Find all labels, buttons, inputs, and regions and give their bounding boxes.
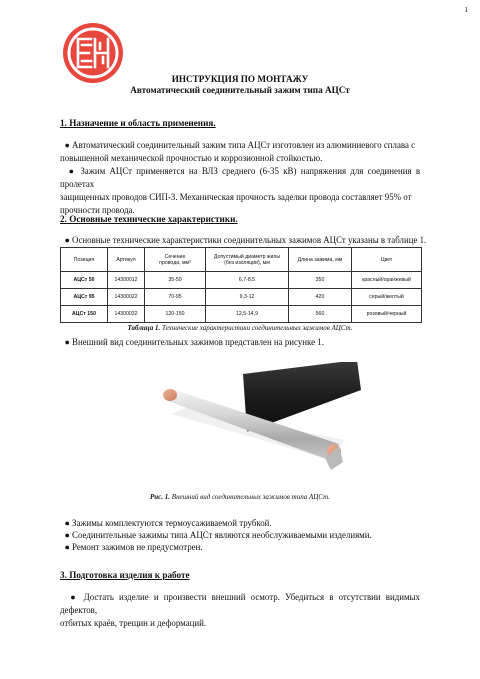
table-intro — [60, 235, 426, 245]
cell-color: красный/оранжевый — [352, 272, 422, 289]
connector-clamp-photo — [125, 362, 365, 482]
text-line — [60, 591, 420, 617]
header-position: Позиция — [61, 248, 108, 272]
note-2 — [60, 530, 372, 540]
header-section — [145, 248, 206, 272]
note-1 — [60, 518, 272, 528]
table-caption-text: Технические характеристики соединительных зажимов АЦСт. — [160, 324, 353, 332]
text-span: Зажим АЦСт применяется на ВЛЗ среднего (6-35 кВ) напряжения для соединения в пролетах — [60, 166, 421, 189]
header-length: Длина зажима, мм — [289, 248, 352, 272]
figure-caption — [0, 493, 480, 501]
cell-position: АЦСт 50 — [61, 272, 108, 289]
text-span: Ремонт зажимов не предусмотрен. — [72, 542, 203, 552]
note-3 — [60, 542, 203, 552]
bullet-icon: ● — [64, 337, 70, 347]
cell-diameter: 9,3-12 — [206, 289, 289, 306]
section-1-paragraph-2 — [60, 165, 420, 217]
figure-intro — [60, 337, 324, 347]
bullet-icon: ● — [64, 140, 70, 150]
bullet-icon: ● — [64, 530, 70, 540]
bullet-icon: ● — [64, 518, 70, 528]
bullet-icon: ● — [64, 542, 70, 552]
text-line: защищенных проводов СИП-3. Механическая прочность заделки провода составляет 95% от — [60, 192, 412, 202]
table-caption — [0, 324, 480, 332]
header-diameter-line2: (без изоляции), мм — [224, 259, 270, 266]
table-row — [61, 272, 422, 289]
text-span: Достать изделие и произвести внешний осмотр. Убедиться в отсутствии видимых дефектов, — [60, 592, 420, 615]
cell-position: АЦСт 95 — [61, 289, 108, 306]
text-line: отбитых краёв, трещин и деформаций. — [60, 618, 207, 628]
header-section-line2: провода, мм² — [159, 259, 191, 266]
cell-section: 70-95 — [145, 289, 206, 306]
table-caption-label: Таблица 1. — [127, 324, 161, 332]
section-3-paragraph-1 — [60, 591, 420, 630]
section-2-heading: 2. Основные технические характеристики. — [60, 214, 238, 224]
page-number: 1 — [464, 6, 468, 14]
table-header-row — [61, 248, 422, 272]
cell-section: 120-150 — [145, 306, 206, 323]
header-diameter — [206, 248, 289, 272]
cell-article: 14300022 — [108, 289, 145, 306]
figure-caption-label: Рис. 1. — [150, 493, 171, 501]
text-span: Зажимы комплектуются термоусаживаемой трубкой. — [72, 518, 272, 528]
cell-position: АЦСт 150 — [61, 306, 108, 323]
document-subtitle: Автоматический соединительный зажим типа АЦСт — [130, 85, 350, 95]
text-span: Основные технические характеристики соединительных зажимов АЦСт указаны в таблице 1. — [72, 235, 427, 245]
bullet-icon: ● — [70, 592, 79, 602]
cell-color: серый/желтый — [352, 289, 422, 306]
text-span: Внешний вид соединительных зажимов представлен на рисунке 1. — [72, 337, 324, 347]
section-3-heading: 3. Подготовка изделия к работе — [60, 570, 190, 580]
text-span: Автоматический соединительный зажим типа АЦСт изготовлен из алюминиевого сплава с — [72, 140, 416, 150]
cell-diameter: 12,5-14,9 — [206, 306, 289, 323]
header-article: Артикул — [108, 248, 145, 272]
text-line — [60, 165, 420, 191]
header-diameter-line1: Допустимый диаметр жилы — [213, 253, 281, 260]
text-span: Соединительные зажимы типа АЦСт являются необслуживаемыми изделиями. — [72, 530, 372, 540]
bullet-icon: ● — [68, 166, 77, 176]
section-1-heading: 1. Назначение и область применения. — [60, 118, 216, 128]
figure-caption-text: Внешний вид соединительных зажимов типа АЦСт. — [170, 493, 330, 501]
table-row — [61, 289, 422, 306]
cell-diameter: 6,7-8,5 — [206, 272, 289, 289]
text-line: прочности провода. — [60, 205, 135, 215]
table-row — [61, 306, 422, 323]
text-line: повышенной механической прочностью и коррозионной стойкостью. — [60, 153, 323, 163]
section-1-paragraph-1 — [60, 139, 420, 165]
cell-article: 14300032 — [108, 306, 145, 323]
cell-color: розовый/черный — [352, 306, 422, 323]
cell-length: 560 — [289, 306, 352, 323]
cell-length: 420 — [289, 289, 352, 306]
bullet-icon: ● — [64, 235, 70, 245]
cell-section: 35-50 — [145, 272, 206, 289]
document-title: ИНСТРУКЦИЯ ПО МОНТАЖУ — [171, 74, 309, 84]
cell-length: 350 — [289, 272, 352, 289]
cell-article: 14300012 — [108, 272, 145, 289]
header-color: Цвет — [352, 248, 422, 272]
specifications-table — [60, 247, 422, 323]
header-section-line1: Сечение — [164, 253, 186, 260]
text-line — [60, 139, 420, 152]
